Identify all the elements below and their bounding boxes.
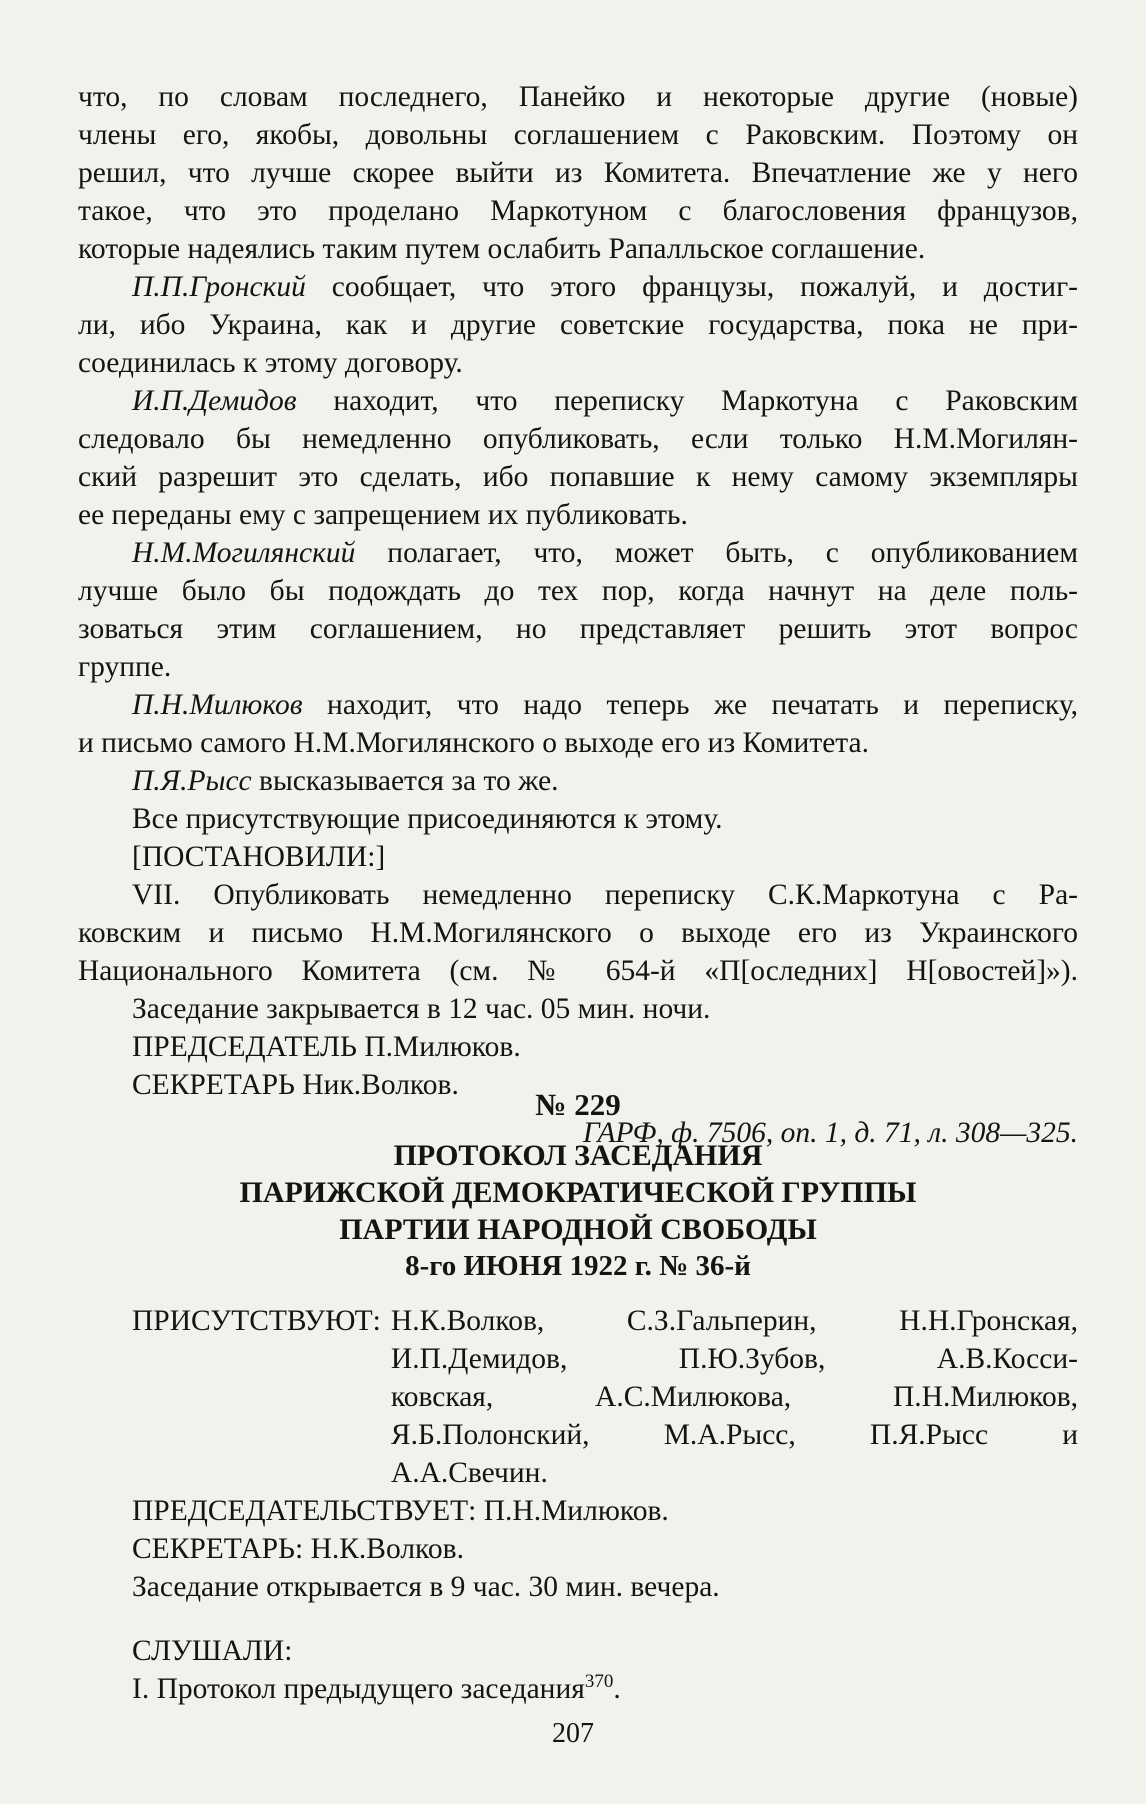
attendees-line: А.А.Свечин.	[390, 1457, 548, 1489]
text-line: Все присутствующие присоединяются к этому.	[132, 803, 723, 835]
text-line: решил, что лучше скорее выйти из Комитета. Впечатление же у него	[78, 157, 1078, 189]
text-line: следовало бы немедленно опубликовать, если только Н.М.Могилян-	[78, 423, 1078, 455]
document-heading	[78, 1086, 1078, 1285]
attendees-list	[391, 1302, 1078, 1492]
speaker-name: П.Я.Рысс	[132, 765, 252, 797]
chair-line: ПРЕДСЕДАТЕЛЬСТВУЕТ: П.Н.Милюков.	[132, 1495, 669, 1527]
document-title-line: ПАРИЖСКОЙ ДЕМОКРАТИЧЕСКОЙ ГРУППЫ	[239, 1176, 917, 1209]
text-line: члены его, якобы, довольны соглашением с Раковским. Поэтому он	[78, 119, 1078, 151]
session-opening: Заседание открывается в 9 час. 30 мин. вечера.	[132, 1571, 720, 1603]
text-line: и письмо самого Н.М.Могилянского о выходе его из Комитета.	[78, 727, 870, 759]
text-line: ский разрешит это сделать, ибо попавшие к нему самому экземпляры	[78, 461, 1078, 493]
attendees-block	[78, 1302, 1078, 1492]
secretary-line: СЕКРЕТАРЬ: Н.К.Волков.	[132, 1533, 464, 1565]
document-date: 8-го ИЮНЯ 1922 г. № 36-й	[405, 1250, 751, 1282]
resolved-heading	[78, 838, 1078, 876]
speaker-name: П.П.Гронский	[132, 271, 306, 303]
attendees-line: И.П.Демидов, П.Ю.Зубов, А.В.Косси-	[390, 1343, 1078, 1375]
speaker-name: Н.М.Могилянский	[132, 537, 356, 569]
document-title-line: ПРОТОКОЛ ЗАСЕДАНИЯ	[393, 1139, 763, 1172]
text-line: сообщает, что этого французы, пожалуй, и достиг-	[305, 271, 1078, 303]
text-line: что, по словам последнего, Панейко и некоторые другие (новые)	[78, 81, 1078, 113]
text-line: Заседание закрывается в 12 час. 05 мин. ночи.	[132, 993, 711, 1025]
document-title-line: ПАРТИИ НАРОДНОЙ СВОБОДЫ	[339, 1213, 817, 1246]
text-line: соединилась к этому договору.	[78, 347, 463, 379]
heard-heading: СЛУШАЛИ:	[132, 1635, 293, 1667]
text-line: [ПОСТАНОВИЛИ:]	[132, 841, 386, 873]
footnote-ref[interactable]: 370	[584, 1671, 614, 1693]
paragraph-markotun-report	[78, 78, 1078, 268]
text-line: полагает, что, может быть, с опубликованием	[355, 537, 1078, 569]
minutes-body	[78, 1302, 1078, 1708]
document-number: № 229	[535, 1087, 621, 1122]
paragraph-gronsky	[78, 268, 1078, 382]
chairman-signature	[78, 1028, 1078, 1066]
text-line: находит, что переписку Маркотуна с Раковским	[296, 385, 1078, 417]
text-line: VII. Опубликовать немедленно переписку С.К.Маркотуна с Ра-	[132, 879, 1078, 911]
attendees-line: Н.К.Волков, С.З.Гальперин, Н.Н.Гронская,	[390, 1305, 1078, 1337]
paragraph-ryss	[78, 762, 1078, 800]
text-line: такое, что это проделано Маркотуном с благословения французов,	[78, 195, 1078, 227]
text-line: высказывается за то же.	[251, 765, 559, 797]
agenda-item-1: I. Протокол предыдущего заседания$^{370}$.	[132, 1671, 621, 1705]
archival-reference: ГАРФ, ф. 7506, оп. 1, д. 71, л. 308—325.	[582, 1117, 1078, 1149]
text-line: ПРЕДСЕДАТЕЛЬ П.Милюков.	[132, 1031, 521, 1063]
session-closing	[78, 990, 1078, 1028]
text-line: ее переданы ему с запрещением их публиковать.	[78, 499, 688, 531]
text-line: ковским и письмо Н.М.Могилянского о выходе его из Украинского	[78, 917, 1078, 949]
attendees-line: Я.Б.Полонский, М.А.Рысс, П.Я.Рысс и	[390, 1419, 1078, 1451]
attendees-label: ПРИСУТСТВУЮТ:	[132, 1305, 381, 1337]
text-line: находит, что надо теперь же печатать и переписку,	[302, 689, 1078, 721]
page-number: 207	[552, 1718, 594, 1749]
resolution-vii	[78, 876, 1078, 990]
text-line: Национального Комитета (см. № 654-й «П[оследних] Н[овостей]»).	[78, 955, 1078, 987]
text-line: СЕКРЕТАРЬ Ник.Волков.	[132, 1069, 459, 1101]
text-line: зоваться этим соглашением, но представляет решить этот вопрос	[78, 613, 1078, 645]
text-line: группе.	[78, 651, 172, 683]
attendees-line: ковская, А.С.Милюкова, П.Н.Милюков,	[390, 1381, 1078, 1413]
paragraph-all-agree	[78, 800, 1078, 838]
continued-minutes	[78, 78, 1078, 1152]
paragraph-mogilyansky	[78, 534, 1078, 686]
text-line: ли, ибо Украина, как и другие советские государства, пока не при-	[78, 309, 1078, 341]
text-line: которые надеялись таким путем ослабить Рапалльское соглашение.	[78, 233, 926, 265]
text-line: лучше было бы подождать до тех пор, когда начнут на деле поль-	[78, 575, 1078, 607]
speaker-name: И.П.Демидов	[132, 385, 297, 417]
paragraph-demidov	[78, 382, 1078, 534]
paragraph-milyukov	[78, 686, 1078, 762]
speaker-name: П.Н.Милюков	[132, 689, 303, 721]
